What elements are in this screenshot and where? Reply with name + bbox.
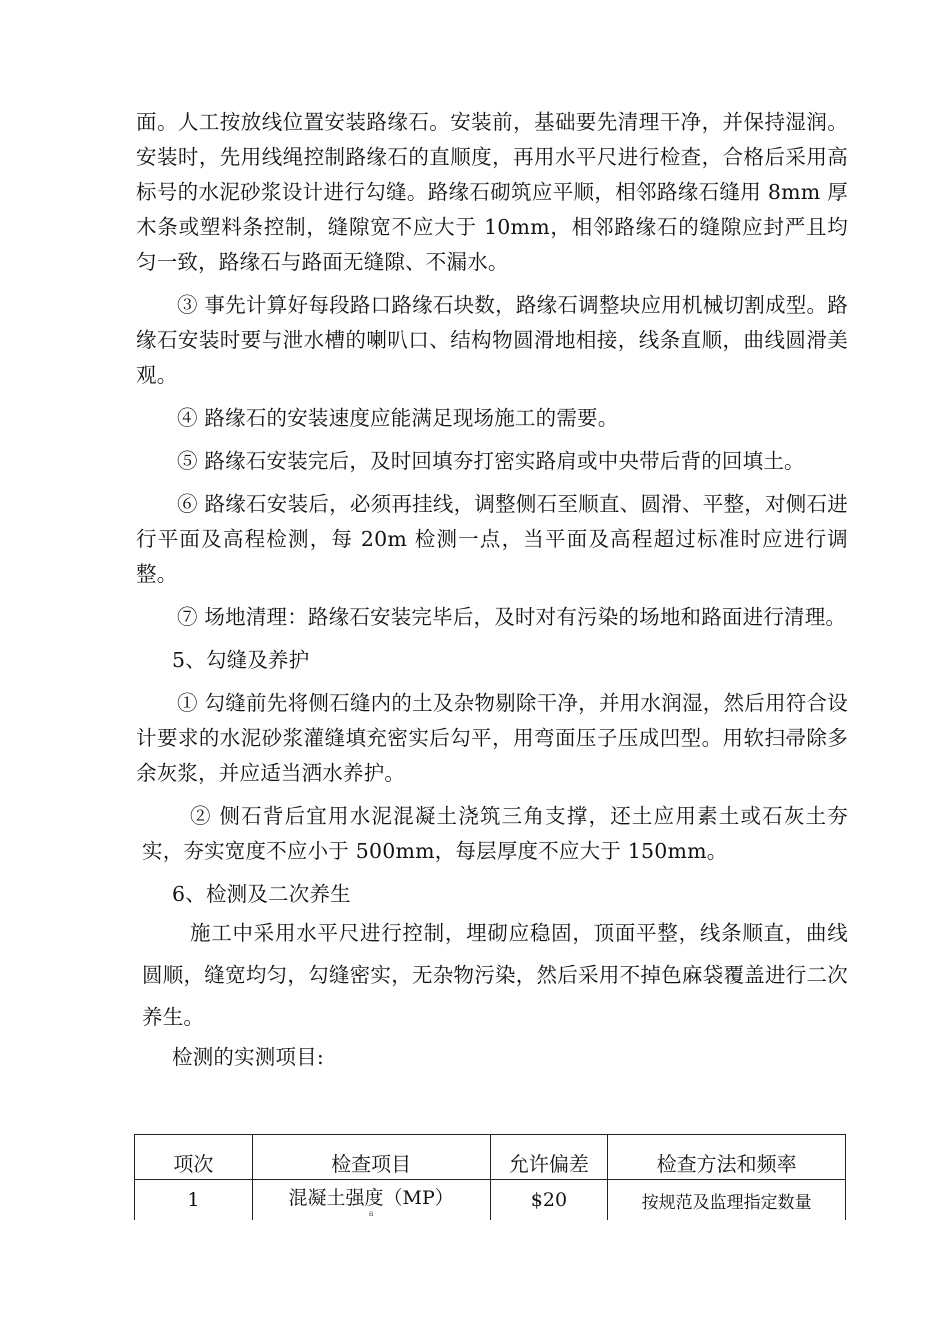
paragraph-inspection: 施工中采用水平尺进行控制，埋砌应稳固，顶面平整，线条顺直，曲线圆顺，缝宽均匀，勾缝密实，无杂物污染，然后采用不掉色麻袋覆盖进行二次养生。 (142, 921, 848, 1029)
inspection-table (134, 1134, 846, 1220)
paragraph-jointing-2: ② 侧石背后宜用水泥混凝土浇筑三角支撑，还土应用素土或石灰土夯实，夯实宽度不应小于 500mm，每层厚度不应大于 150mm。 (142, 804, 848, 863)
paragraph-item-6: ⑥ 路缘石安装后，必须再挂线，调整侧石至顺直、圆滑、平整，对侧石进行平面及高程检测，每 20m 检测一点，当平面及高程超过标准时应进行调整。 (136, 492, 848, 586)
paragraph-jointing-1: ① 勾缝前先将侧石缝内的土及杂物剔除干净，并用水润湿，然后用符合设计要求的水泥砂浆灌缝填充密实后勾平，用弯面压子压成凹型。用软扫帚除多余灰浆，并应适当洒水养护。 (136, 691, 848, 785)
header-item: 检查项目 (252, 1135, 490, 1180)
table-header-row (135, 1135, 846, 1180)
cell-item-text: 混凝土强度（MP） (288, 1186, 454, 1209)
table-row (135, 1180, 846, 1221)
inspection-items-label: 检测的实测项目: (172, 1045, 325, 1069)
header-no: 项次 (135, 1135, 253, 1180)
cell-no: 1 (135, 1180, 253, 1221)
section-heading-6: 6、检测及二次养生 (172, 882, 351, 906)
section-heading-5: 5、勾缝及养护 (172, 648, 310, 672)
paragraph-item-3: ③ 事先计算好每段路口路缘石块数，路缘石调整块应用机械切割成型。路缘石安装时要与泄水槽的喇叭口、结构物圆滑地相接，线条直顺，曲线圆滑美观。 (136, 293, 848, 387)
paragraph-item-7: ⑦ 场地清理：路缘石安装完毕后，及时对有污染的场地和路面进行清理。 (177, 605, 847, 629)
document-body (136, 105, 848, 1075)
paragraph-item-4: ④ 路缘石的安装速度应能满足现场施工的需要。 (177, 406, 619, 430)
cell-item (252, 1180, 490, 1221)
header-tolerance: 允许偏差 (490, 1135, 608, 1180)
paragraph-curb-installation: 面。人工按放线位置安装路缘石。安装前，基础要先清理干净，并保持湿润。安装时，先用线绳控制路缘石的直顺度，再用水平尺进行检查，合格后采用高标号的水泥砂浆设计进行勾缝。路缘石砌筑应平顺，相邻路缘石缝用 8mm 厚木条或塑料条控制，缝隙宽不应大于 10mm，相邻路缘石的缝隙应封严且均匀一致，路缘石与路面无缝隙、不漏水。 (136, 110, 848, 274)
cell-tolerance: $20 (490, 1180, 608, 1221)
paragraph-item-5: ⑤ 路缘石安装完后，及时回填夯打密实路肩或中央带后背的回填土。 (177, 449, 805, 473)
cell-item-subscript: a (368, 1208, 374, 1218)
header-method: 检查方法和频率 (608, 1135, 846, 1180)
cell-method: 按规范及监理指定数量 (608, 1180, 846, 1221)
